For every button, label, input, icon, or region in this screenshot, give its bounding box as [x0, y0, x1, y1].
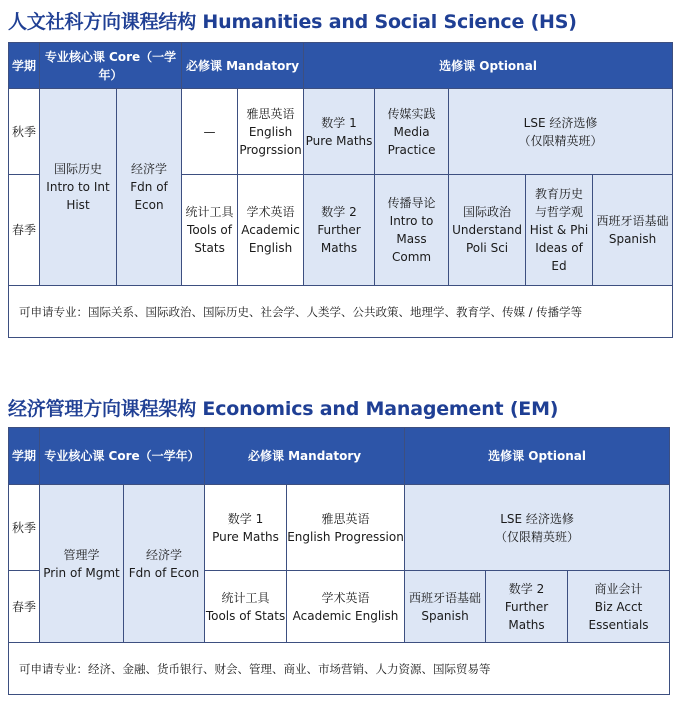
em-core2-cn: 经济学 — [146, 547, 183, 562]
hs-autumn-opt2-l2: Media — [393, 124, 430, 139]
hs-spring-opt4-l1: 教育历史 — [535, 187, 584, 201]
hs-curriculum-table — [8, 42, 673, 338]
hs-spring-math2 — [304, 175, 375, 286]
em-core1-en: Prin of Mgmt — [43, 565, 120, 580]
em-spring-stats — [205, 571, 287, 643]
hs-header-term: 学期 — [9, 43, 40, 89]
em-spring-mand2-l1: 学术英语 — [321, 590, 370, 605]
hs-section-title: 人文社科方向课程结构 Humanities and Social Science (HS) — [8, 11, 577, 33]
em-spring-mand2-l2: Academic English — [292, 608, 399, 623]
hs-autumn-ielts — [238, 89, 304, 175]
em-spring-biz-acct — [568, 571, 670, 643]
em-spring-mand1-l2: Tools of Stats — [205, 608, 286, 623]
hs-spring-opt1-l2: Further — [317, 223, 361, 237]
hs-header-mandatory: 必修课 Mandatory — [182, 43, 304, 89]
hs-spring-opt4-l4: Ideas of Ed — [535, 241, 583, 273]
hs-spring-opt1-l3: Maths — [320, 241, 358, 255]
hs-autumn-mand2-l3: Progrssion — [239, 142, 302, 157]
hs-core2-cn: 经济学 — [131, 162, 168, 176]
em-spring-opt3-l1: 商业会计 — [594, 581, 643, 596]
hs-header-optional: 选修课 Optional — [304, 43, 673, 89]
hs-spring-opt3-l2: Understand — [452, 223, 522, 237]
hs-footer-majors: 可申请专业：国际关系、国际政治、国际历史、社会学、人类学、公共政策、地理学、教育学、传媒 / 传播学等 — [9, 286, 673, 338]
hs-autumn-mand1: — — [182, 89, 238, 175]
em-autumn-ielts — [287, 485, 405, 571]
hs-core-economics — [117, 89, 182, 286]
em-spring-opt2-l2: Further Maths — [504, 599, 549, 632]
hs-spring-mand2-l2: Academic — [241, 223, 300, 237]
hs-spring-mass-comm — [375, 175, 449, 286]
hs-spring-opt2-l1: 传播导论 — [387, 196, 436, 210]
em-autumn-mand2-l1: 雅思英语 — [321, 511, 370, 526]
hs-spring-spanish — [593, 175, 673, 286]
em-autumn-opt1-l2: （仅限精英班） — [495, 529, 580, 544]
em-spring-spanish — [405, 571, 486, 643]
hs-core-intl-history — [40, 89, 117, 286]
hs-autumn-opt2-l3: Practice — [387, 142, 436, 157]
hs-spring-opt2-l3: Comm — [391, 250, 432, 264]
em-header-mandatory: 必修课 Mandatory — [205, 428, 405, 485]
em-autumn-mand1-l2: Pure Maths — [212, 529, 279, 544]
hs-spring-acad-english — [238, 175, 304, 286]
em-core1-cn: 管理学 — [63, 547, 100, 562]
hs-spring-poli-sci — [449, 175, 526, 286]
em-spring-label: 春季 — [9, 571, 40, 643]
hs-autumn-math1 — [304, 89, 375, 175]
hs-spring-opt4-l2: 与哲学观 — [535, 205, 584, 219]
em-spring-opt3-l2: Biz Acct Essentials — [588, 599, 649, 632]
em-autumn-opt1-l1: LSE 经济选修 — [500, 511, 574, 526]
hs-spring-edu-history — [526, 175, 593, 286]
em-footer-majors: 可申请专业：经济、金融、货币银行、财会、管理、商业、市场营销、人力资源、国际贸易等 — [9, 643, 670, 695]
em-spring-acad-english — [287, 571, 405, 643]
hs-spring-opt5-l2: Spanish — [608, 232, 657, 246]
hs-autumn-opt3-l2: （仅限精英班） — [518, 133, 603, 148]
em-spring-math2 — [486, 571, 568, 643]
hs-autumn-opt2-l1: 传媒实践 — [387, 106, 436, 121]
hs-spring-opt1-l1: 数学 2 — [321, 205, 357, 219]
hs-spring-opt4-l3: Hist & Phi — [529, 223, 589, 237]
hs-spring-opt5-l1: 西班牙语基础 — [596, 214, 669, 228]
em-autumn-label: 秋季 — [9, 485, 40, 571]
hs-spring-stats — [182, 175, 238, 286]
em-header-core: 专业核心课 Core（一学年） — [40, 428, 205, 485]
em-curriculum-table — [8, 427, 670, 695]
hs-header-core: 专业核心课 Core（一学年） — [40, 43, 182, 89]
em-autumn-mand2-l2: English Progression — [287, 529, 404, 544]
hs-spring-opt3-l1: 国际政治 — [463, 205, 512, 219]
hs-autumn-mand2-l1: 雅思英语 — [246, 106, 295, 121]
hs-spring-mand1-l3: Stats — [194, 241, 225, 255]
hs-core1-en: Intro to Int Hist — [46, 180, 110, 212]
hs-spring-mand2-l1: 学术英语 — [246, 205, 295, 219]
em-spring-mand1-l1: 统计工具 — [221, 590, 270, 605]
em-header-term: 学期 — [9, 428, 40, 485]
hs-autumn-media — [375, 89, 449, 175]
hs-autumn-opt3-l1: LSE 经济选修 — [523, 115, 598, 130]
em-spring-opt1-l2: Spanish — [421, 608, 469, 623]
em-header-optional: 选修课 Optional — [405, 428, 670, 485]
hs-spring-opt2-l2: Intro to Mass — [389, 214, 434, 246]
em-autumn-math1 — [205, 485, 287, 571]
hs-autumn-opt1-l1: 数学 1 — [321, 115, 357, 130]
em-core-economics — [124, 485, 205, 643]
em-autumn-mand1-l1: 数学 1 — [227, 511, 264, 526]
hs-autumn-opt1-l2: Pure Maths — [305, 133, 373, 148]
hs-autumn-label: 秋季 — [9, 89, 40, 175]
em-spring-opt2-l1: 数学 2 — [508, 581, 545, 596]
em-autumn-lse — [405, 485, 670, 571]
hs-spring-mand1-l1: 统计工具 — [185, 205, 234, 219]
hs-spring-mand2-l3: English — [248, 241, 293, 255]
hs-core2-en: Fdn of Econ — [130, 180, 168, 212]
hs-autumn-lse — [449, 89, 673, 175]
hs-spring-opt3-l3: Poli Sci — [465, 241, 509, 255]
hs-core1-cn: 国际历史 — [53, 162, 102, 176]
em-core2-en: Fdn of Econ — [128, 565, 200, 580]
hs-autumn-mand2-l2: English — [248, 124, 293, 139]
em-spring-opt1-l1: 西班牙语基础 — [409, 590, 482, 605]
hs-spring-mand1-l2: Tools of — [187, 223, 232, 237]
em-section-title: 经济管理方向课程架构 Economics and Management (EM) — [8, 398, 559, 420]
em-core-management — [40, 485, 124, 643]
hs-spring-label: 春季 — [9, 175, 40, 286]
